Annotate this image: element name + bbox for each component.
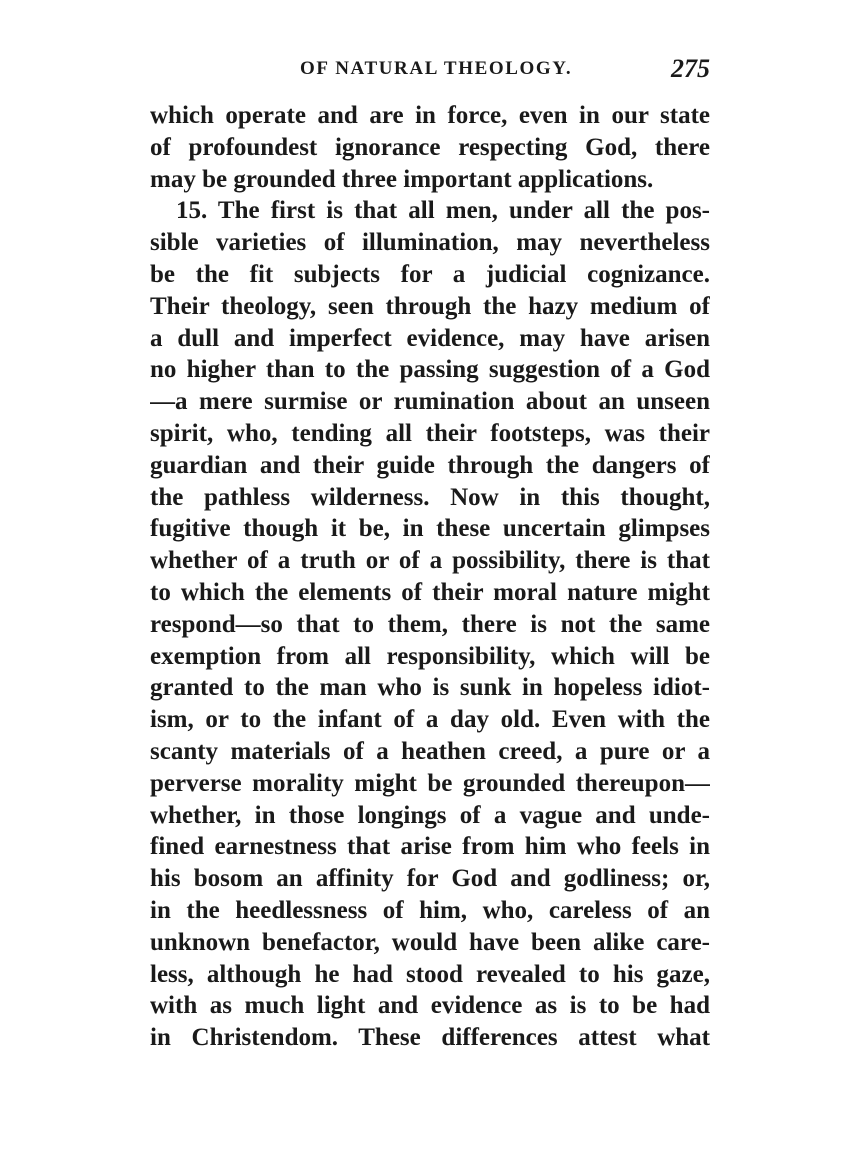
text-line: unknown benefactor, would have been alike care- — [150, 928, 710, 956]
text-line: perverse morality might be grounded thereupon— — [150, 769, 710, 797]
text-line: sible varieties of illumination, may nevertheless — [150, 229, 710, 257]
text-line: ism, or to the infant of a day old. Even with the — [150, 706, 710, 734]
text-line: whether, in those longings of a vague and unde- — [150, 801, 710, 829]
text-line: guardian and their guide through the dangers of — [150, 451, 710, 479]
text-line: of profoundest ignorance respecting God, there — [150, 133, 710, 161]
text-line: to which the elements of their moral nature might — [150, 578, 710, 606]
text-line: a dull and imperfect evidence, may have arisen — [150, 324, 710, 352]
text-line: his bosom an affinity for God and godliness; or, — [150, 865, 710, 893]
text-line: scanty materials of a heathen creed, a pure or a — [150, 737, 710, 765]
text-line: Their theology, seen through the hazy medium of — [150, 292, 710, 320]
text-line: in Christendom. These differences attest what — [150, 1024, 710, 1052]
text-line: granted to the man who is sunk in hopeless idiot- — [150, 674, 710, 702]
text-line: fined earnestness that arise from him who feels in — [150, 833, 710, 861]
text-line: with as much light and evidence as is to be had — [150, 992, 710, 1020]
running-title: OF NATURAL THEOLOGY. — [300, 58, 573, 79]
text-line: the pathless wilderness. Now in this thought, — [150, 483, 710, 511]
text-line: be the fit subjects for a judicial cognizance. — [150, 260, 710, 288]
text-line: respond—so that to them, there is not the same — [150, 610, 710, 638]
text-line: may be grounded three important applications. — [150, 165, 654, 193]
text-line: exemption from all responsibility, which will be — [150, 642, 710, 670]
text-line: fugitive though it be, in these uncertain glimpses — [150, 515, 710, 543]
page-number: 275 — [671, 54, 710, 83]
text-line: whether of a truth or of a possibility, there is that — [150, 547, 710, 575]
text-line: spirit, who, tending all their footsteps, was their — [150, 419, 710, 447]
text-line: which operate and are in force, even in our state — [150, 102, 710, 129]
text-line: less, although he had stood revealed to his gaze, — [150, 960, 710, 988]
text-line: in the heedlessness of him, who, careless of an — [150, 896, 710, 924]
text-line: —a mere surmise or rumination about an unseen — [150, 388, 710, 416]
running-head — [150, 54, 710, 88]
section-number-line: 15. The first is that all men, under all the pos- — [176, 197, 710, 225]
body-text — [150, 100, 710, 1054]
text-line: no higher than to the passing suggestion of a God — [150, 356, 710, 384]
